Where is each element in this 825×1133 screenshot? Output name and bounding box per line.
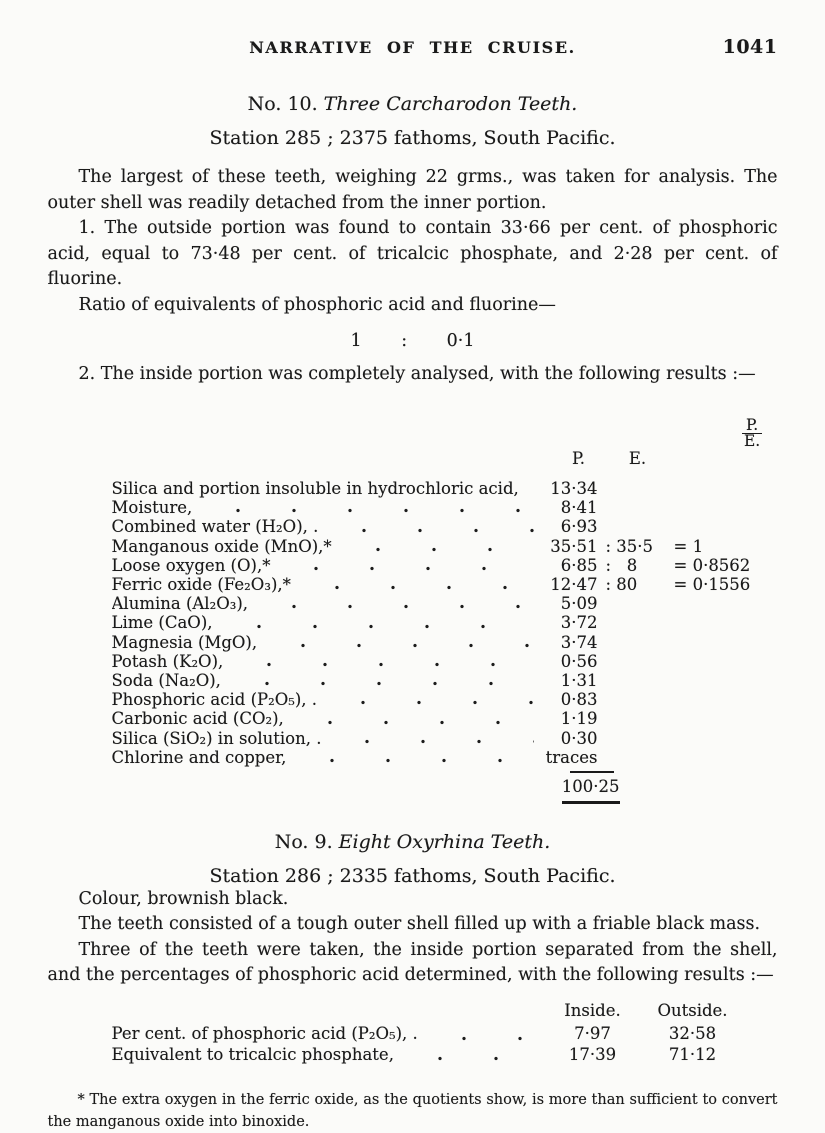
result-label: Per cent. of phosphoric acid (P₂O₅), . [111, 1024, 418, 1044]
section-no9-number: No. 9. [274, 830, 333, 853]
analysis-table-row [112, 729, 778, 748]
value-p: 8·41 [560, 498, 598, 518]
dot-leader [225, 624, 534, 629]
dot-leader [296, 720, 534, 725]
constituent-label: Alumina (Al₂O₃), [111, 594, 249, 614]
paragraph-colour: Colour, brownish black. [78, 888, 289, 909]
analysis-table-row [112, 594, 778, 613]
analysis-table-row [112, 748, 778, 767]
analysis-table-row [112, 633, 778, 652]
section-no10-number: No. 10. [247, 93, 318, 115]
column-header-e: E. [628, 448, 647, 468]
value-e: : 80 [605, 574, 638, 594]
value-p: 12·47 [550, 574, 598, 594]
paragraph-ratio-intro: Ratio of equivalents of phosphoric acid and fluorine— [78, 294, 556, 315]
station-line-286: Station 286 ; 2335 fathoms, South Pacific. [209, 864, 616, 887]
station-line-285: Station 285 ; 2375 fathoms, South Pacific. [209, 127, 616, 149]
column-header-outside: Outside. [657, 1000, 728, 1020]
analysis-table-row [112, 652, 778, 671]
constituent-label: Ferric oxide (Fe₂O₃),* [111, 574, 291, 594]
page-header [48, 38, 778, 60]
value-p: traces [545, 747, 598, 767]
value-p-over-e: = 1 [673, 536, 704, 556]
dot-leader [330, 528, 533, 533]
value-inside: 7·97 [574, 1024, 611, 1044]
constituent-label: Combined water (H₂O), . [111, 517, 319, 537]
constituent-label: Chlorine and copper, [111, 747, 287, 767]
dot-leader [233, 681, 534, 686]
value-p: 5·09 [560, 594, 598, 614]
results-table-header [112, 1001, 748, 1022]
dot-leader [430, 1036, 538, 1041]
section-no9-title: Eight Oxyrhina Teeth. [338, 830, 551, 853]
p-over-e-fraction: $\frac{P.}{E.}$ [743, 415, 761, 450]
dot-leader [235, 662, 533, 667]
value-p: 6·85 [560, 555, 598, 575]
analysis-total-block [112, 771, 620, 804]
dot-leader [344, 547, 534, 552]
ratio-right-value: 0·1 [446, 331, 475, 351]
page-number: 1041 [722, 36, 778, 58]
value-p: 3·72 [560, 613, 598, 633]
analysis-table-row [112, 498, 778, 517]
dot-leader [260, 604, 533, 609]
value-p: 0·56 [560, 651, 598, 671]
constituent-label: Soda (Na₂O), [111, 670, 221, 690]
column-header-p-over-e [670, 396, 778, 468]
constituent-label: Loose oxygen (O),* [111, 555, 271, 575]
total-rule-bottom [562, 801, 620, 804]
analysis-table-row [112, 479, 778, 498]
paragraph-largest-tooth: The largest of these teeth, weighing 22 grms., was taken for analysis. The outer shell was readily detached from the inner portion. [47, 167, 778, 213]
footnote: * The extra oxygen in the ferric oxide, as the quotients show, is more than sufficient to convert the manganous oxide into binoxide. [47, 1092, 778, 1130]
analysis-table [112, 396, 778, 804]
constituent-label: Potash (K₂O), [111, 651, 224, 671]
value-outside: 32·58 [668, 1024, 717, 1044]
section-no10 [48, 93, 778, 804]
column-header-p: P. [571, 448, 585, 468]
section-no9-paragraphs [48, 887, 778, 989]
value-e: : 35·5 [605, 536, 654, 556]
value-p: 1·19 [560, 709, 598, 729]
results-table-row [112, 1045, 748, 1066]
dot-leader [333, 739, 533, 744]
constituent-label: Manganous oxide (MnO),* [111, 536, 332, 556]
dot-leader [303, 585, 534, 590]
analysis-table-row [112, 556, 778, 575]
analysis-table-row [112, 709, 778, 728]
constituent-label: Lime (CaO), [111, 613, 213, 633]
constituent-label: Moisture, [111, 498, 193, 518]
section-no9 [48, 831, 778, 1066]
analysis-total-value: 100·25 [561, 776, 620, 796]
paragraph-outside-portion: 1. The outside portion was found to contain 33·66 per cent. of phosphoric acid, equal to 73·48 per cent. of tricalcic phosphate, and 2·28 per cent. of fluorine. [47, 218, 778, 289]
ratio-left-value: 1 [350, 331, 362, 351]
analysis-table-row [112, 671, 778, 690]
paragraph-inside-portion: 2. The inside portion was completely analysed, with the following results :— [78, 364, 756, 384]
value-inside: 17·39 [568, 1044, 617, 1064]
value-p: 3·74 [560, 632, 598, 652]
ratio-colon: : [401, 331, 408, 351]
paragraph-teeth-shell: The teeth consisted of a tough outer shell filled up with a friable black mass. [78, 914, 761, 935]
value-e: : 8 [605, 555, 638, 575]
results-table-row [112, 1024, 748, 1045]
results-table-rows [112, 1024, 748, 1065]
constituent-label: Silica and portion insoluble in hydrochloric acid, [111, 478, 519, 498]
constituent-label: Silica (SiO₂) in solution, . [111, 728, 322, 748]
analysis-table-row [112, 575, 778, 594]
ratio-equivalents [48, 331, 778, 351]
document-page [48, 0, 778, 1133]
value-p: 35·51 [550, 536, 598, 556]
constituent-label: Phosphoric acid (P₂O₅), . [111, 690, 318, 710]
analysis-table-row [112, 537, 778, 556]
value-p: 0·83 [560, 690, 598, 710]
running-header-title: NARRATIVE OF THE CRUISE. [249, 38, 576, 57]
value-p: 6·93 [560, 517, 598, 537]
analysis-table-rows [112, 479, 778, 767]
dot-leader [204, 508, 533, 513]
dot-leader [531, 489, 534, 494]
analysis-table-header [112, 396, 778, 468]
results-table [112, 1001, 748, 1066]
value-outside: 71·12 [668, 1044, 717, 1064]
value-p: 0·30 [560, 728, 598, 748]
dot-leader [406, 1056, 538, 1061]
value-p-over-e: = 0·8562 [673, 555, 751, 575]
dot-leader [329, 700, 533, 705]
analysis-table-row [112, 613, 778, 632]
result-label: Equivalent to tricalcic phosphate, [111, 1044, 394, 1064]
value-p-over-e: = 0·1556 [673, 574, 751, 594]
dot-leader [282, 566, 533, 571]
paragraph-three-teeth: Three of the teeth were taken, the inside portion separated from the shell, and the percentages of phosphoric acid determined, with the following results :— [47, 939, 778, 986]
analysis-table-row [112, 690, 778, 709]
section-no10-title: Three Carcharodon Teeth. [323, 93, 578, 115]
dot-leader [298, 758, 533, 763]
section-no10-heading [48, 93, 778, 115]
value-p: 1·31 [560, 670, 598, 690]
dot-leader [269, 643, 533, 648]
analysis-table-row [112, 517, 778, 536]
section-no9-heading [48, 831, 778, 853]
value-p: 13·34 [550, 478, 598, 498]
column-header-inside: Inside. [564, 1000, 621, 1020]
constituent-label: Magnesia (MgO), [111, 632, 258, 652]
constituent-label: Carbonic acid (CO₂), [111, 709, 284, 729]
